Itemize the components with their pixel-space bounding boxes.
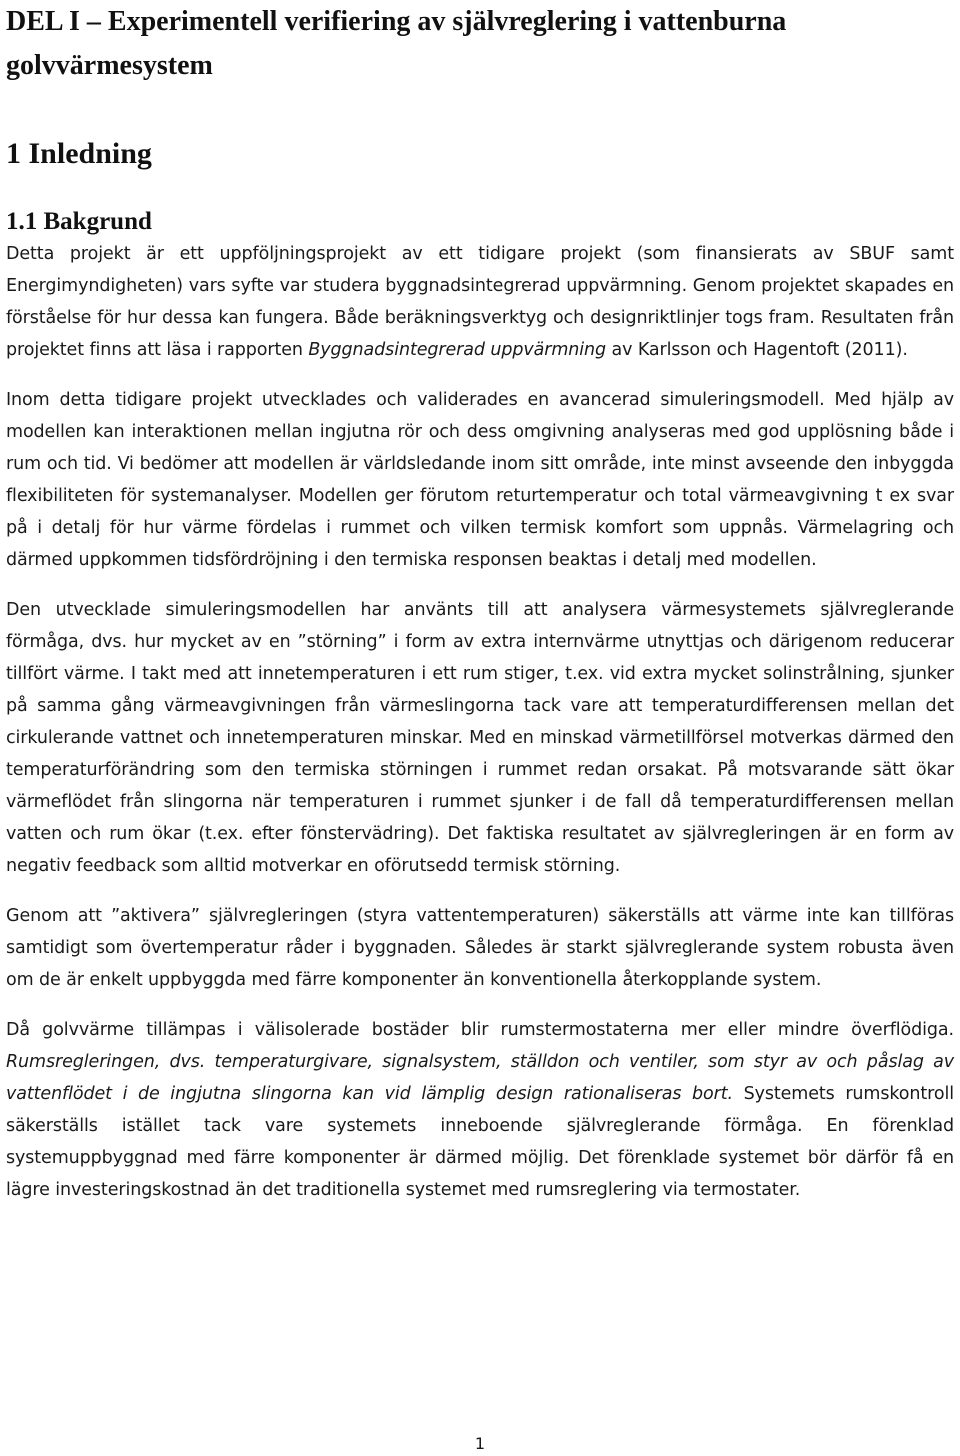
page-number: 1 [474,1434,486,1453]
paragraph-text: Då golvvärme tillämpas i välisolerade bostäder blir rumstermostaterna mer eller mindre överflödiga. [6,1020,954,1040]
paragraph-background-4: Genom att ”aktivera” självregleringen (styra vattentemperaturen) säkerställs att värme inte kan tillföras samtidigt som övertemperatur råder i byggnaden. Således är starkt självreglerande system robusta även om de är enkelt uppbyggda med färre komponenter än konventionella återkopplande system. [6,906,954,990]
report-title-italic: Byggnadsintegrerad uppvärmning [308,340,607,360]
section-title: 1.1 Bakgrund [6,208,152,235]
paragraph-background-3: Den utvecklade simuleringsmodellen har använts till att analysera värmesystemets självreglerande förmåga, dvs. hur mycket av en ”störning” i form av extra internvärme utnyttjas och därigenom reducerar tillfört värme. I takt med att innetemperaturen i ett rum stiger, t.ex. vid extra mycket solinstrålning, sjunker på samma gång värmeavgivningen från värmeslingorna tack vare att temperaturdifferensen mellan det cirkulerande vattnet och innetemperaturen minskar. Med en minskad värmetillförsel motverkas därmed den temperaturförändring som den termiska störningen i rummet redan orsakat. På motsvarande sätt ökar värmeflödet från slingorna när temperaturen i rummet sjunker i de fall då temperaturdifferensen mellan vatten och rum ökar (t.ex. efter fönstervädring). Det faktiska resultatet av självregleringen är en form av negativ feedback som alltid motverkar en oförutsedd termisk störning. [6,600,954,876]
paragraph-text: av Karlsson och Hagentoft (2011). [606,340,908,360]
paragraph-background-2: Inom detta tidigare projekt utvecklades och validerades en avancerad simuleringsmodell. Med hjälp av modellen kan interaktionen mellan ingjutna rör och dess omgivning analyseras med god upplösning både i rum och tid. Vi bedömer att modellen är världsledande inom sitt område, inte minst avseende den inbyggda flexibiliteten för systemanalyser. Modellen ger förutom returtemperatur och total värmeavgivning t ex svar på i detalj för hur värme fördelas i rummet och vilken termisk komfort som uppnås. Värmelagring och därmed uppkommen tidsfördröjning i den termiska responsen beaktas i detalj med modellen. [6,390,954,570]
chapter-title: 1 Inledning [6,137,152,170]
paragraph-text: Detta projekt är ett uppföljningsprojekt av ett tidigare projekt (som finansierats av SBUF samt Energimyndigheten) vars syfte var studera byggnadsintegrerad uppvärmning. Genom projektet skapades en förståelse för hur dessa kan fungera. Både beräkningsverktyg och designriktlinjer togs fram. Resultaten från projektet finns att läsa i rapporten [6,244,954,360]
paragraph-background-1 [6,238,954,366]
italic-sentence: Rumsregleringen, dvs. temperaturgivare, signalsystem, ställdon och ventiler, som styr av och påslag av vattenflödet i de ingjutna slingorna kan vid lämplig design rationaliseras bort. [6,1052,954,1104]
part-title: DEL I – Experimentell verifiering av självreglering i vattenburna golvvärmesystem [6,6,787,81]
paragraph-text: Systemets rumskontroll säkerställs istället tack vare systemets inneboende självreglerande förmåga. En förenklad systemuppbyggnad med färre komponenter är därmed möjlig. Det förenklade systemet bör därför få en lägre investeringskostnad än det traditionella systemet med rumsreglering via termostater. [6,1084,954,1200]
paragraph-background-5 [6,1014,954,1206]
